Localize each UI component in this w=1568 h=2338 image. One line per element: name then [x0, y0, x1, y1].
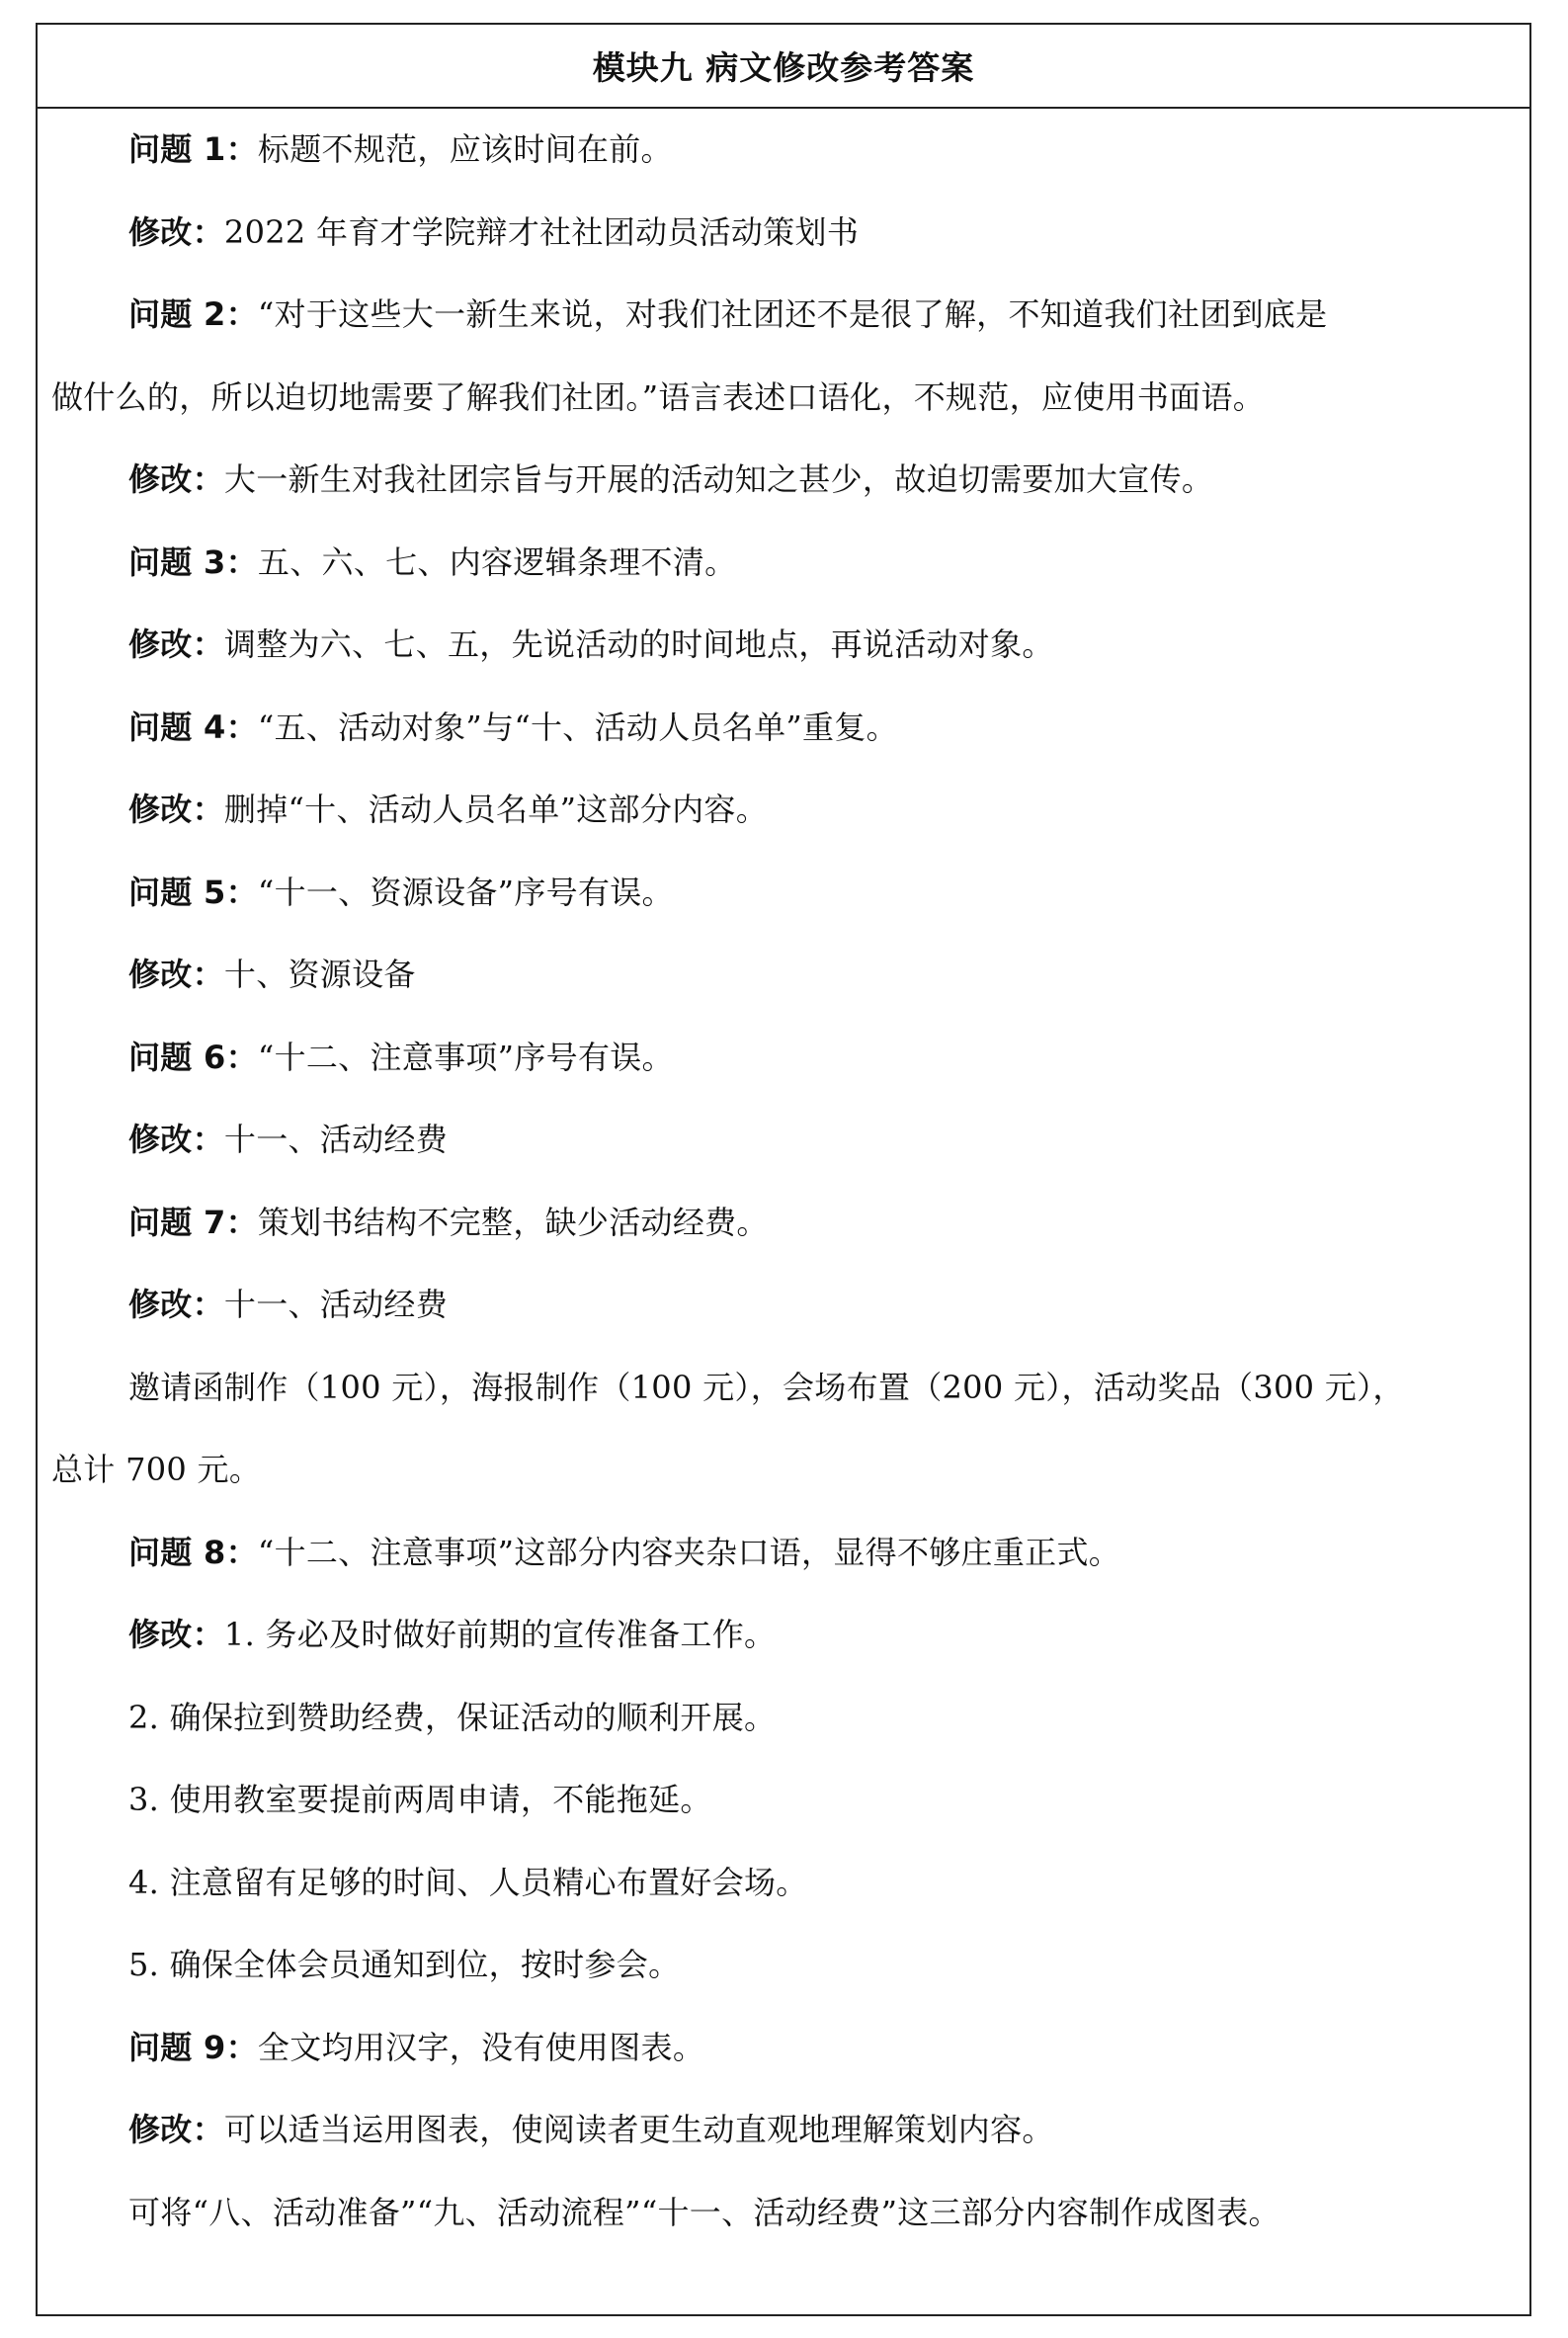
text-line: 问题 3：五、六、七、内容逻辑条理不清。	[128, 543, 737, 581]
text-line: 修改：十、资源设备	[128, 956, 416, 993]
text-line: 5. 确保全体会员通知到位，按时参会。	[128, 1946, 681, 1983]
page-title: 模块九 病文修改参考答案	[592, 48, 975, 87]
answer-content	[38, 109, 1529, 2254]
text-line: 可将“八、活动准备”“九、活动流程”“十一、活动经费”这三部分内容制作成图表。	[128, 2193, 1280, 2231]
text-line: 问题 4：“五、活动对象”与“十、活动人员名单”重复。	[128, 708, 898, 746]
text-line: 邀请函制作（100 元），海报制作（100 元），会场布置（200 元），活动奖品（300 元），	[128, 1368, 1405, 1406]
text-line: 问题 1：标题不规范，应该时间在前。	[128, 130, 673, 168]
text-line: 问题 9：全文均用汉字，没有使用图表。	[128, 2028, 705, 2066]
text-line: 修改：删掉“十、活动人员名单”这部分内容。	[128, 791, 769, 828]
title-row	[38, 25, 1529, 109]
text-line: 问题 6：“十二、注意事项”序号有误。	[128, 1038, 674, 1076]
text-line: 问题 8：“十二、注意事项”这部分内容夹杂口语，显得不够庄重正式。	[128, 1533, 1121, 1571]
text-line: 4. 注意留有足够的时间、人员精心布置好会场。	[128, 1863, 808, 1901]
text-line: 修改：十一、活动经费	[128, 1121, 449, 1158]
text-line: 做什么的，所以迫切地需要了解我们社团。”语言表述口语化，不规范，应使用书面语。	[51, 377, 1266, 416]
text-line: 修改：可以适当运用图表，使阅读者更生动直观地理解策划内容。	[128, 2111, 1054, 2148]
text-line: 修改：2022 年育才学院辩才社社团动员活动策划书	[128, 212, 860, 251]
text-line: 修改：调整为六、七、五，先说活动的时间地点，再说活动对象。	[128, 626, 1054, 663]
text-line: 总计 700 元。	[51, 1451, 262, 1488]
text-line: 修改：大一新生对我社团宗旨与开展的活动知之甚少，故迫切需要加大宣传。	[128, 460, 1214, 498]
answer-table	[36, 23, 1531, 2316]
text-line: 3. 使用教室要提前两周申请，不能拖延。	[128, 1781, 712, 1818]
text-line: 问题 5：“十一、资源设备”序号有误。	[128, 873, 674, 911]
text-line: 问题 2：“对于这些大一新生来说，对我们社团还不是很了解，不知道我们社团到底是	[128, 295, 1328, 333]
text-line: 修改：十一、活动经费	[128, 1286, 449, 1323]
text-line: 2. 确保拉到赞助经费，保证活动的顺利开展。	[128, 1698, 777, 1736]
text-line: 问题 7：策划书结构不完整，缺少活动经费。	[128, 1203, 769, 1241]
text-line: 修改：1. 务必及时做好前期的宣传准备工作。	[128, 1616, 777, 1653]
